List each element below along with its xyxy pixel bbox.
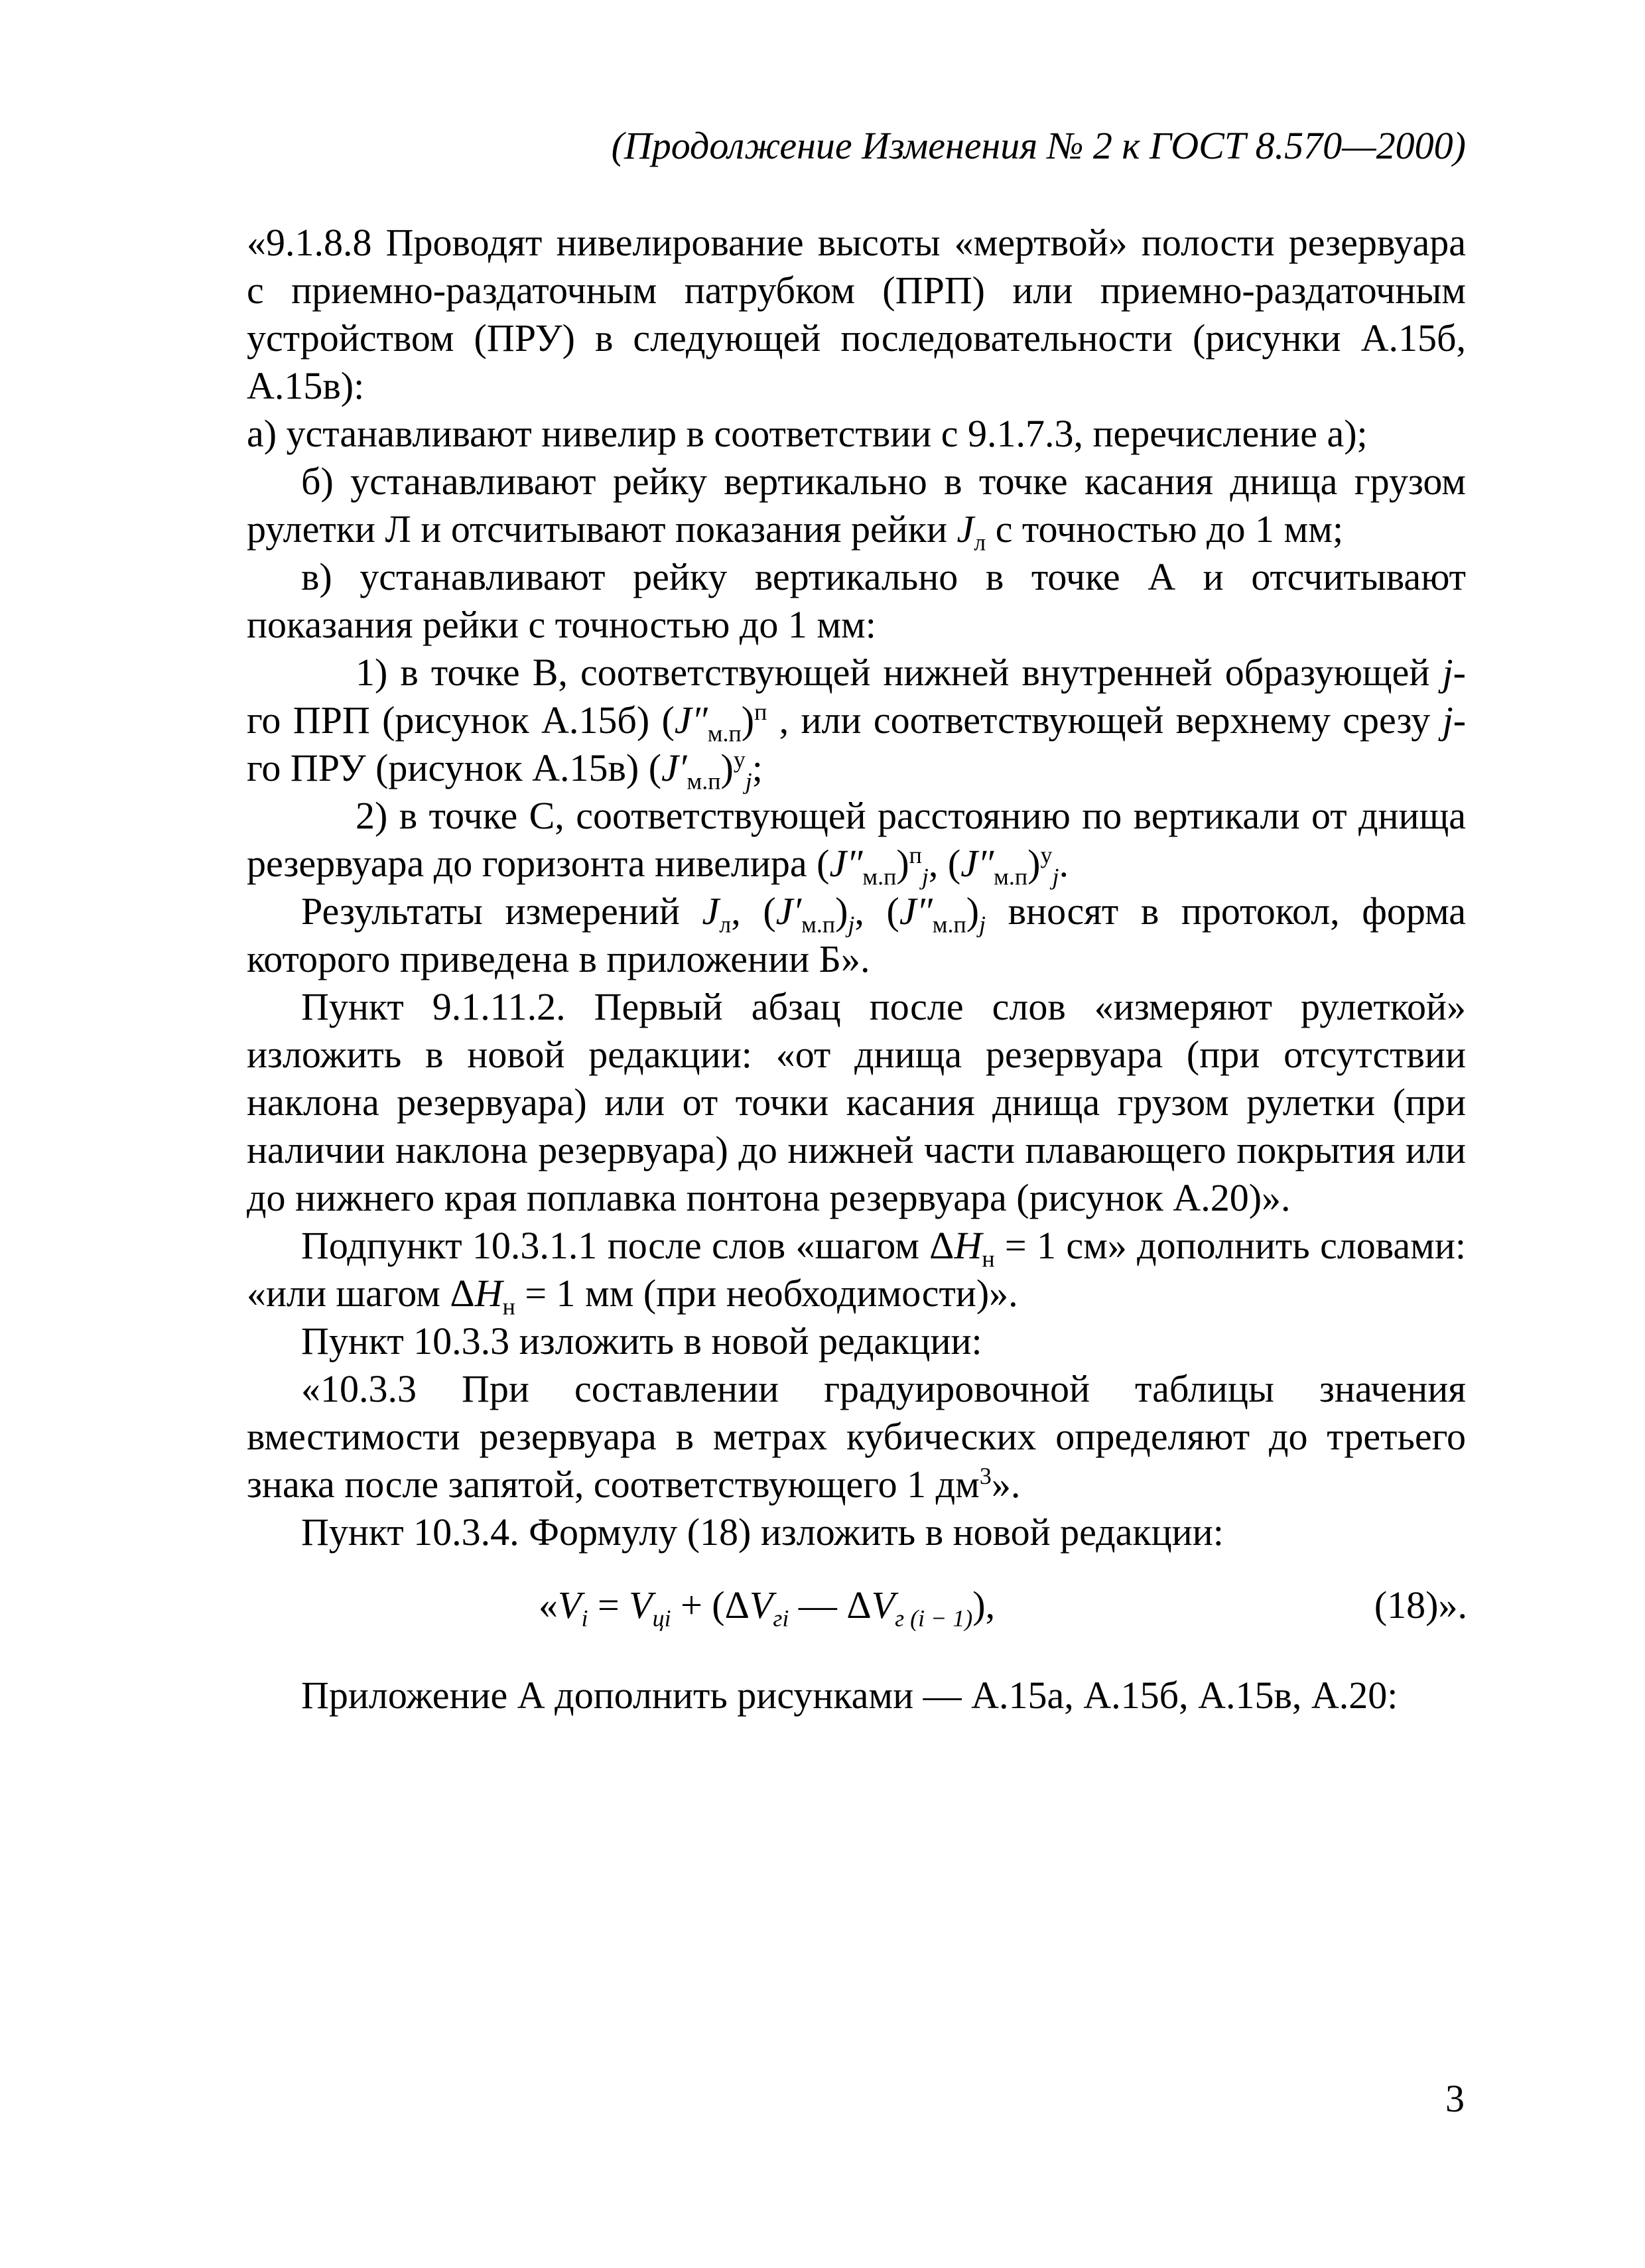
superscript: у [733, 746, 746, 773]
document-body [247, 219, 1466, 1719]
variable-J: J′ [661, 746, 687, 789]
paragraph-text: Пункт 10.3.4. Формулу (18) изложить в новой редакции: [301, 1510, 1224, 1554]
variable-H: H [954, 1224, 982, 1267]
subscript: л [719, 911, 732, 938]
list-item-text: в) устанавливают рейку вертикально в точке А и отсчитывают показания рейки с точностью до 1 мм: [247, 555, 1466, 646]
formula-expression [539, 1581, 996, 1632]
superscript: у [1040, 842, 1053, 869]
variable-V: V [558, 1583, 582, 1627]
list-item-text: б) устанавливают рейку вертикально в точке касания днища грузом рулетки Л и отсчитывают показания рейки [247, 460, 1466, 551]
subscript: м.п [932, 911, 966, 938]
formula-text: + (Δ [671, 1583, 750, 1627]
paragraph-10-3-4 [247, 1508, 1466, 1556]
sub-item-text: ; [752, 746, 763, 789]
paragraph-text: вносят в протокол, форма которого приведена в приложении Б». [247, 890, 1466, 980]
paragraph-text: Пункт 9.1.11.2. Первый абзац после слов «измеряют рулеткой» изложить в новой редакции: «от днища резервуара (при отсутствии наклона резервуара) или от точки касания днища грузом рулетки (при наличии наклона резервуара) до нижней части плавающего покрытия или до нижнего края поплавка понтона резервуара (рисунок А.20)». [247, 985, 1466, 1219]
subscript: j [745, 767, 752, 795]
subscript: м.п [801, 911, 836, 938]
paragraph-text: Подпункт 10.3.1.1 после слов «шагом Δ [301, 1224, 954, 1267]
sub-item-text: , или соответствующей верхнему срезу [767, 699, 1443, 742]
variable-V: V [629, 1583, 653, 1627]
subscript: г (i − 1) [895, 1605, 973, 1632]
running-head: (Продолжение Изменения № 2 к ГОСТ 8.570—2000) [611, 124, 1466, 167]
variable-j: j [1442, 699, 1453, 742]
paragraph-text: Пункт 10.3.3 изложить в новой редакции: [301, 1319, 982, 1363]
sub-item-text: ) [896, 842, 909, 885]
subscript: н [502, 1293, 515, 1320]
list-item-text: а) устанавливают нивелир в соответствии с 9.1.7.3, перечисление а); [247, 412, 1368, 455]
subscript: i [581, 1605, 588, 1632]
subscript: м.п [862, 863, 897, 890]
variable-J: J″ [829, 842, 863, 885]
subscript: н [982, 1245, 995, 1272]
variable-J: J″ [960, 842, 994, 885]
variable-J: J [956, 507, 974, 551]
variable-j: j [1442, 651, 1453, 694]
variable-V: V [871, 1583, 895, 1627]
formula-text: — Δ [789, 1583, 872, 1627]
paragraph-text: , ( [854, 890, 899, 933]
subscript: м.п [687, 767, 721, 795]
subscript: j [979, 911, 986, 938]
sub-item-text: ) [741, 699, 755, 742]
paragraph-9-1-11-2 [247, 983, 1466, 1222]
sub-item-text: . [1059, 842, 1069, 885]
paragraph-text: «9.1.8.8 Проводят нивелирование высоты «мертвой» полости резервуара с приемно-раздаточным патрубком (ПРП) или приемно-раздаточным устройством (ПРУ) в следующей последовательности (рисунки А.15б, А.15в): [247, 221, 1466, 407]
paragraph-text: = 1 мм (при необходимости)». [515, 1272, 1018, 1315]
sub-item-text: -го ПРП (рисунок А.15б) ( [247, 651, 1466, 742]
subscript: м.п [994, 863, 1028, 890]
subscript: цi [652, 1605, 671, 1632]
sub-item-2 [247, 792, 1466, 888]
list-item-text: с точностью до 1 мм; [986, 507, 1344, 551]
subscript: гi [773, 1605, 789, 1632]
formula-text: = [588, 1583, 629, 1627]
subscript: л [974, 529, 986, 556]
sub-item-text: ) [720, 746, 734, 789]
superscript: 3 [979, 1463, 992, 1490]
sub-item-text: -го ПРУ (рисунок А.15в) ( [247, 699, 1467, 789]
sub-item-text: , ( [928, 842, 961, 885]
formula-number: (18)». [1374, 1583, 1467, 1627]
list-item-b [247, 458, 1466, 556]
paragraph-text: «10.3.3 При составлении градуировочной таблицы значения вместимости резервуара в метрах кубических определяют до третьего знака после запятой, соответствующего 1 дм [247, 1367, 1466, 1506]
variable-J: J″ [674, 699, 708, 742]
superscript: п [754, 699, 767, 726]
paragraph-10-3-3-text [247, 1365, 1466, 1508]
list-item-v [247, 553, 1466, 649]
subscript: j [1052, 863, 1059, 890]
formula-18 [247, 1573, 1466, 1633]
paragraph-text: = 1 см» дополнить словами: «или шагом Δ [247, 1224, 1466, 1315]
superscript: п [909, 842, 922, 869]
variable-V: V [749, 1583, 773, 1627]
sub-item-1 [247, 649, 1467, 795]
variable-J: J [702, 890, 720, 933]
paragraph-text: , ( [731, 890, 776, 933]
subscript: м.п [707, 720, 742, 747]
sub-item-text: 2) в точке С, соответствующей расстоянию по вертикали от днища резервуара до горизонта нивелира ( [247, 794, 1466, 885]
sub-item-text: ) [1027, 842, 1041, 885]
paragraph-9-1-8-8 [247, 219, 1466, 410]
formula-text: « [539, 1583, 558, 1627]
paragraph-results [247, 888, 1466, 983]
page-number: 3 [1445, 2077, 1465, 2120]
paragraph-text: ) [835, 890, 848, 933]
subscript: j [921, 863, 929, 890]
paragraph-text: Результаты измерений [301, 890, 702, 933]
paragraph-appendix-a [247, 1672, 1466, 1719]
list-item-a [247, 410, 1466, 458]
formula-text: ), [972, 1583, 996, 1627]
paragraph-10-3-3 [247, 1317, 1466, 1365]
paragraph-text: ». [991, 1463, 1021, 1506]
subscript: j [848, 911, 855, 938]
paragraph-10-3-1-1 [247, 1222, 1466, 1320]
variable-H: H [474, 1272, 503, 1315]
variable-J: J′ [775, 890, 802, 933]
paragraph-text: Приложение А дополнить рисунками — А.15а, А.15б, А.15в, А.20: [301, 1674, 1398, 1717]
paragraph-text: ) [966, 890, 980, 933]
sub-item-text: 1) в точке В, соответствующей нижней внутренней образующей [356, 651, 1443, 694]
variable-J: J″ [899, 890, 933, 933]
